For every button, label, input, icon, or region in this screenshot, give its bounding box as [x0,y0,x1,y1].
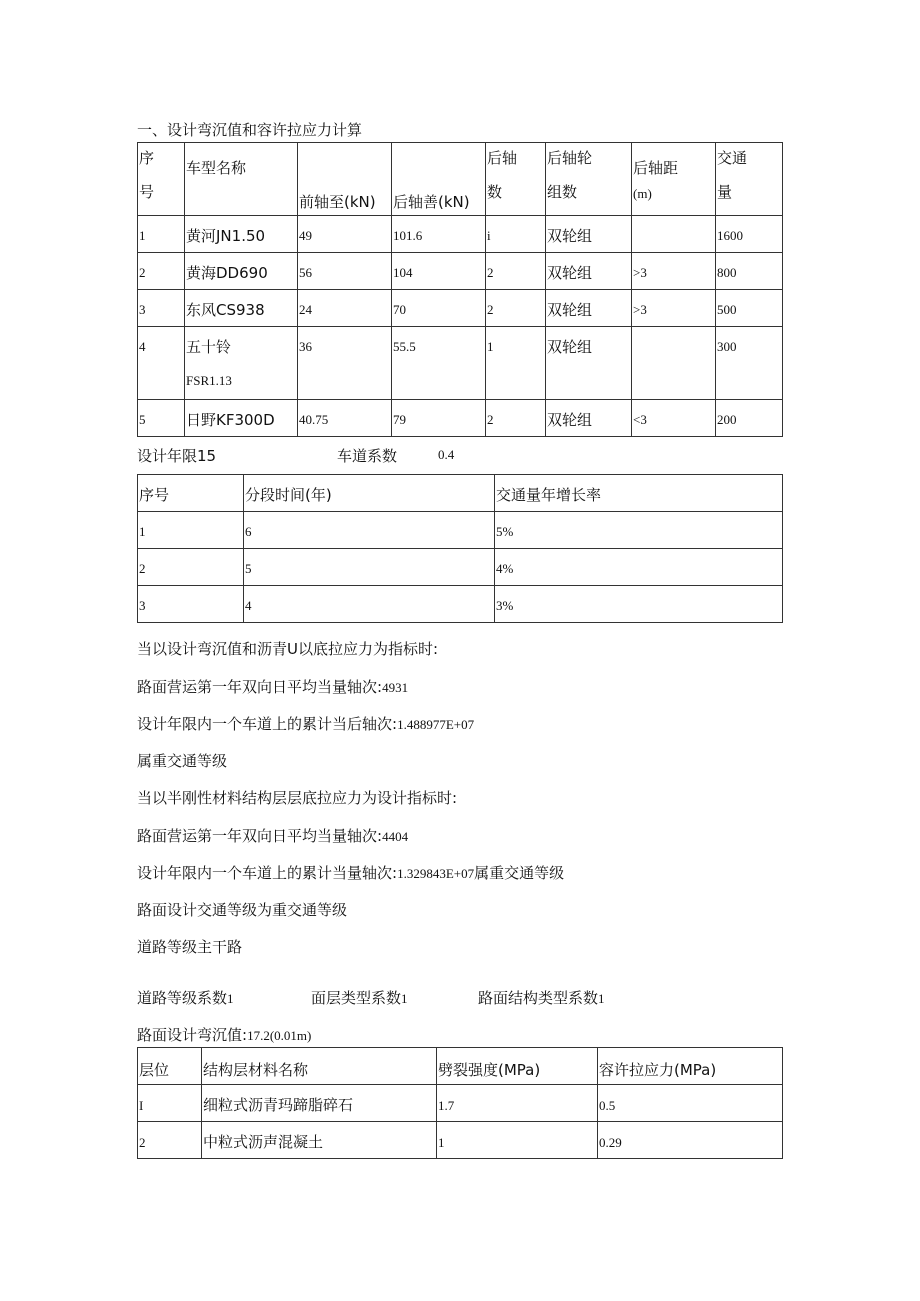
table-row [138,549,783,586]
cell-count: i [486,216,546,253]
table-row [138,290,783,327]
cell-front: 40.75 [298,400,392,437]
table-row [138,327,783,400]
cell-count: 2 [486,400,546,437]
table-row [138,586,783,623]
cell-count: 2 [486,290,546,327]
cell-dist: >3 [632,253,716,290]
line-road-grade: 道路等级主干路 [137,938,243,956]
cell-allowable: 0.29 [598,1122,783,1159]
cell-count: 1 [486,327,546,400]
value-daily-axle-2: 4404 [382,829,409,844]
line-traffic-grade-1: 属重交通等级 [137,752,228,770]
road-grade-coef-value: 1 [227,991,234,1006]
cell-front: 49 [298,216,392,253]
line-cumulative-axle-1: 设计年限内一个车道上的累计当后轴次:1.488977E+07 [137,715,475,733]
cell-traffic: 800 [716,253,783,290]
cell-dist [632,216,716,253]
cell-group: 双轮组 [546,400,632,437]
header-material: 结构层材料名称 [202,1048,437,1085]
line-daily-axle-1: 路面营运第一年双向日平均当量轴次:4931 [137,678,409,696]
cell-seq: 4 [138,327,185,400]
cell-rear: 55.5 [392,327,486,400]
section-title: 一、设计弯沉值和容许拉应力计算 [137,121,363,139]
table-row [138,512,783,549]
header-name: 车型名称 [185,143,298,216]
line-design-traffic-grade: 路面设计交通等级为重交通等级 [137,901,348,919]
cell-group: 双轮组 [546,327,632,400]
design-life: 设计年限15 [137,447,217,465]
value-daily-axle-1: 4931 [382,680,409,695]
cell-name: 日野KF300D [185,400,298,437]
lane-coef-value: 0.4 [438,447,455,462]
header-seq: 序 号 [138,143,185,216]
layer-table [137,1047,783,1159]
table-row [138,1122,783,1159]
cell-traffic: 200 [716,400,783,437]
cell-layer: 2 [138,1122,202,1159]
cell-dist [632,327,716,400]
line-deflection-criteria: 当以设计弯沉值和沥青U以底拉应力为指标时: [137,640,439,658]
cell-front: 56 [298,253,392,290]
growth-table-header [138,475,783,512]
table-row [138,1085,783,1122]
cell-dist: >3 [632,290,716,327]
structure-type-coef-value: 1 [598,991,605,1006]
cell-rate: 4% [495,549,783,586]
cell-material: 中粒式沥声混凝土 [202,1122,437,1159]
header-layer: 层位 [138,1048,202,1085]
cell-period: 4 [244,586,495,623]
cell-rear: 70 [392,290,486,327]
cell-name: 五十铃 FSR1.13 [185,327,298,400]
cell-rate: 5% [495,512,783,549]
cell-period: 5 [244,549,495,586]
cell-count: 2 [486,253,546,290]
cell-seq: 3 [138,586,244,623]
header-allowable: 容许拉应力(MPa) [598,1048,783,1085]
cell-group: 双轮组 [546,253,632,290]
header-front-axle: 前轴至(kN) [298,143,392,216]
layer-table-header [138,1048,783,1085]
cell-seq: 2 [138,549,244,586]
vehicle-table [137,142,783,437]
line-cumulative-axle-2: 设计年限内一个车道上的累计当量轴次:1.329843E+07属重交通等级 [137,864,565,882]
table-row [138,216,783,253]
cell-front: 36 [298,327,392,400]
header-rate: 交通量年增长率 [495,475,783,512]
cell-seq: 1 [138,512,244,549]
header-rear-axle-count: 后轴 数 [486,143,546,216]
table-row [138,400,783,437]
surface-type-coef-value: 1 [401,991,408,1006]
cell-rear: 104 [392,253,486,290]
value-cumulative-axle-1: 1.488977E+07 [397,717,475,732]
cell-traffic: 1600 [716,216,783,253]
cell-period: 6 [244,512,495,549]
cell-rate: 3% [495,586,783,623]
value-cumulative-axle-2: 1.329843E+07 [397,866,475,881]
structure-type-coef: 路面结构类型系数1 [478,989,605,1007]
header-strength: 劈裂强度(MPa) [437,1048,598,1085]
cell-seq: 2 [138,253,185,290]
cell-group: 双轮组 [546,216,632,253]
cell-seq: 3 [138,290,185,327]
design-deflection: 路面设计弯沉值:17.2(0.01m) [137,1026,312,1044]
cell-seq: 5 [138,400,185,437]
line-daily-axle-2: 路面营运第一年双向日平均当量轴次:4404 [137,827,409,845]
lane-coef-label: 车道系数 [337,447,398,465]
header-seq: 序号 [138,475,244,512]
traffic-grade-suffix: 属重交通等级 [474,864,565,882]
surface-type-coef: 面层类型系数1 [311,989,408,1007]
header-period: 分段时间(年) [244,475,495,512]
cell-name: 黄海DD690 [185,253,298,290]
growth-table [137,474,783,623]
cell-allowable: 0.5 [598,1085,783,1122]
design-deflection-value: 17.2(0.01m) [247,1028,312,1043]
header-axle-distance: 后轴距 (m) [632,143,716,216]
header-wheel-group: 后轴轮 组数 [546,143,632,216]
line-semi-rigid-criteria: 当以半刚性材料结构层层底拉应力为设计指标时: [137,789,458,807]
vehicle-table-header [138,143,783,216]
cell-dist: <3 [632,400,716,437]
cell-name: 黄河JN1.50 [185,216,298,253]
cell-rear: 101.6 [392,216,486,253]
cell-name-line2: FSR1.13 [186,373,232,388]
cell-group: 双轮组 [546,290,632,327]
cell-seq: 1 [138,216,185,253]
road-grade-coef: 道路等级系数1 [137,989,234,1007]
cell-name: 东风CS938 [185,290,298,327]
header-rear-axle: 后轴善(kN) [392,143,486,216]
cell-front: 24 [298,290,392,327]
cell-traffic: 300 [716,327,783,400]
cell-traffic: 500 [716,290,783,327]
cell-strength: 1.7 [437,1085,598,1122]
cell-rear: 79 [392,400,486,437]
cell-layer: I [138,1085,202,1122]
header-traffic: 交通 量 [716,143,783,216]
cell-strength: 1 [437,1122,598,1159]
table-row [138,253,783,290]
cell-material: 细粒式沥青玛蹄脂碎石 [202,1085,437,1122]
